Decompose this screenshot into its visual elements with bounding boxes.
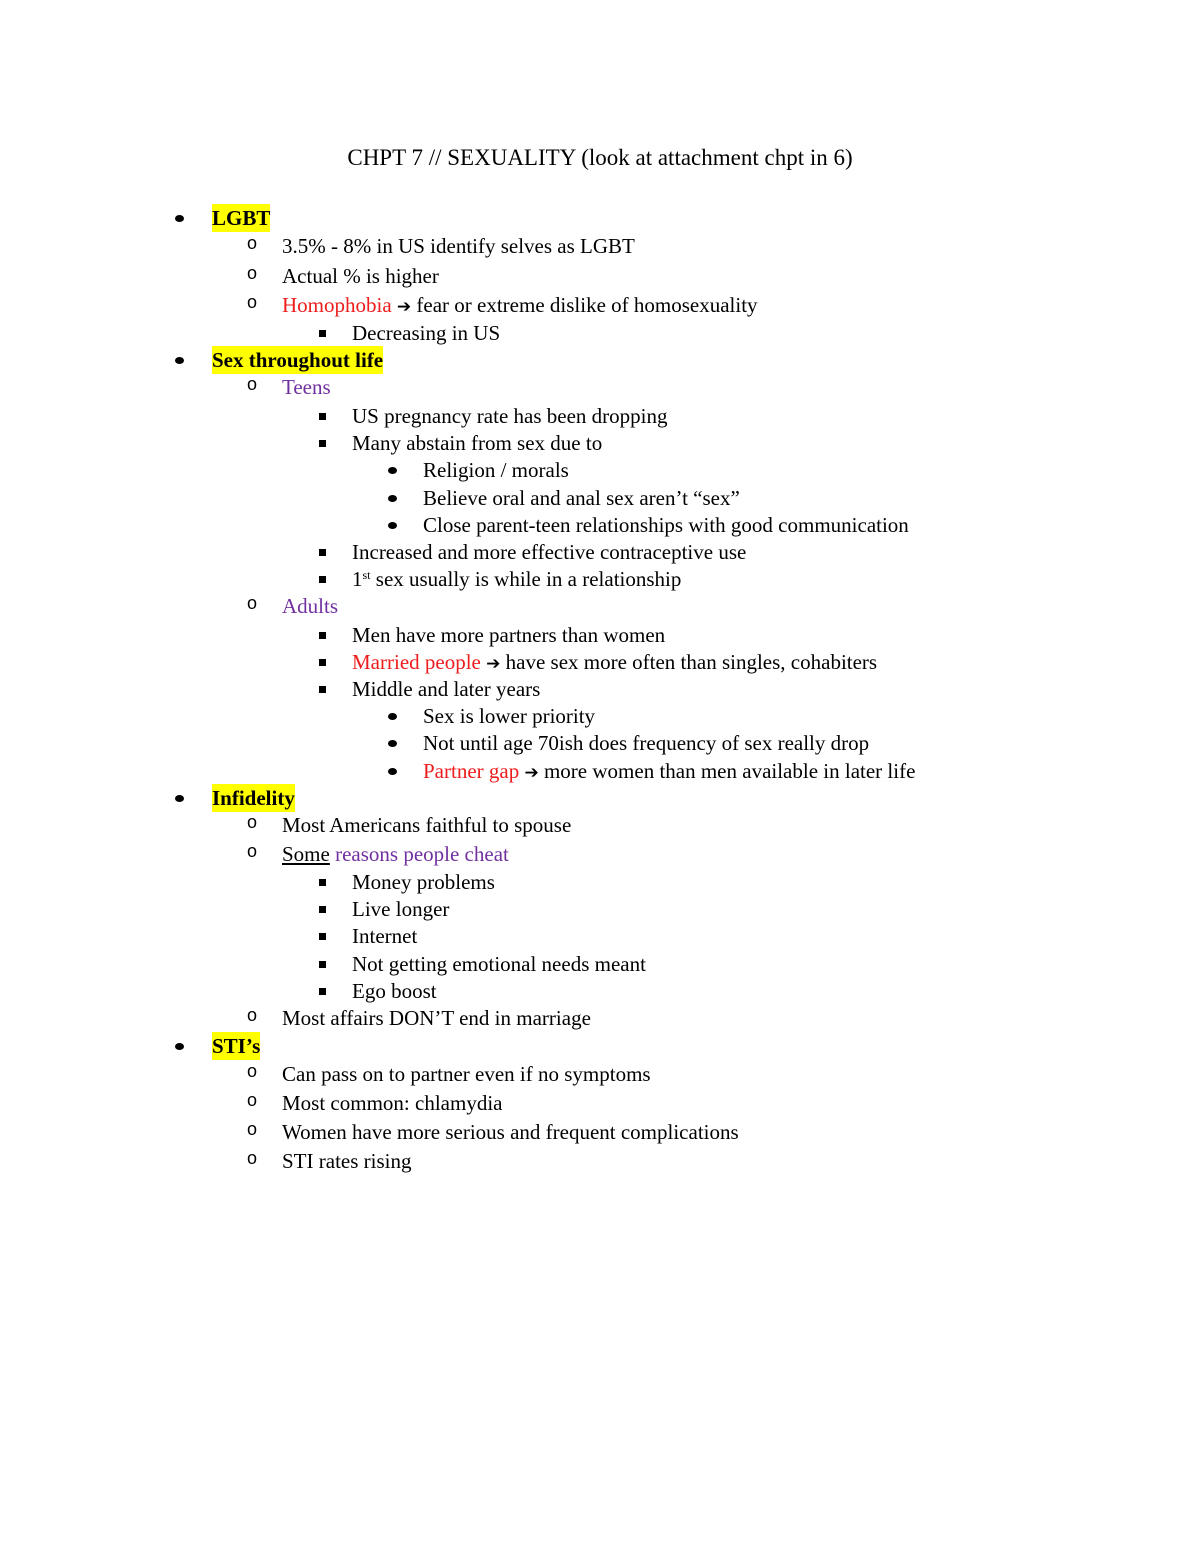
item-text: Religion / morals	[423, 458, 569, 482]
bullet-icon	[248, 1118, 278, 1146]
bullet-icon	[248, 232, 278, 260]
item-text: Believe oral and anal sex aren’t “sex”	[423, 486, 740, 510]
item-text: Not getting emotional needs meant	[352, 952, 646, 976]
item-text: 3.5% - 8% in US identify selves as LGBT	[282, 234, 635, 258]
page-title: CHPT 7 // SEXUALITY (look at attachment chpt in 6)	[347, 145, 853, 170]
item-text	[352, 565, 681, 593]
item-text	[282, 291, 758, 321]
bullet-icon	[388, 702, 418, 730]
bullet-icon	[175, 346, 205, 374]
item-text: Ego boost	[352, 979, 437, 1003]
subheading-reasons: reasons people cheat	[335, 842, 509, 866]
bullet-icon	[318, 621, 348, 649]
arrow-right-icon: ➔	[396, 297, 412, 317]
bullet-icon	[388, 729, 418, 757]
section-heading: Sex throughout life	[212, 348, 384, 372]
subheading-adults: Adults	[282, 594, 339, 618]
bullet-icon	[388, 511, 418, 539]
item-text: Live longer	[352, 897, 450, 921]
section-heading: Infidelity	[212, 786, 295, 810]
item-text	[352, 648, 877, 678]
bullet-icon	[248, 1147, 278, 1175]
bullet-icon	[318, 648, 348, 676]
bullet-icon	[248, 291, 278, 319]
bullet-icon	[318, 922, 348, 950]
section-heading: LGBT	[212, 206, 271, 230]
item-text: Increased and more effective contraceptive use	[352, 540, 747, 564]
bullet-icon	[318, 895, 348, 923]
item-text: Most Americans faithful to spouse	[282, 813, 572, 837]
item-text: Can pass on to partner even if no symptoms	[282, 1062, 651, 1086]
bullet-icon	[318, 319, 348, 347]
item-rest: sex usually is while in a relationship	[370, 567, 682, 591]
item-text: Men have more partners than women	[352, 623, 666, 647]
item-text: Decreasing in US	[352, 321, 501, 345]
bullet-icon	[248, 1004, 278, 1032]
term-partner-gap: Partner gap	[423, 759, 520, 783]
item-text: US pregnancy rate has been dropping	[352, 404, 668, 428]
bullet-icon	[318, 950, 348, 978]
bullet-icon	[318, 538, 348, 566]
bullet-icon	[175, 784, 205, 812]
section-heading: STI’s	[212, 1034, 261, 1058]
item-text: Many abstain from sex due to	[352, 431, 603, 455]
arrow-right-icon: ➔	[486, 654, 501, 674]
bullet-icon	[175, 204, 205, 232]
definition-text: more women than men available in later life	[543, 759, 916, 783]
definition-text: have sex more often than singles, cohabiters	[505, 650, 878, 674]
item-text: Most affairs DON’T end in marriage	[282, 1006, 591, 1030]
bullet-icon	[248, 1089, 278, 1117]
item-text: Money problems	[352, 870, 495, 894]
bullet-icon	[175, 1032, 205, 1060]
bullet-icon	[248, 840, 278, 868]
term-homophobia: Homophobia	[282, 293, 392, 317]
ordinal-number: 1	[352, 567, 363, 591]
bullet-icon	[248, 811, 278, 839]
definition-text: fear or extreme dislike of homosexuality	[416, 293, 758, 317]
bullet-icon	[388, 456, 418, 484]
bullet-icon	[388, 484, 418, 512]
bullet-icon	[318, 429, 348, 457]
item-text: Actual % is higher	[282, 264, 439, 288]
bullet-icon	[248, 592, 278, 620]
arrow-right-icon: ➔	[524, 763, 539, 783]
bullet-icon	[318, 402, 348, 430]
term-married-people: Married people	[352, 650, 481, 674]
bullet-icon	[248, 1060, 278, 1088]
item-text: Sex is lower priority	[423, 704, 596, 728]
bullet-icon	[318, 868, 348, 896]
item-text: Internet	[352, 924, 418, 948]
item-text	[423, 757, 915, 787]
item-text: Women have more serious and frequent complications	[282, 1120, 739, 1144]
item-text: Middle and later years	[352, 677, 541, 701]
ordinal-suffix: st	[362, 568, 371, 582]
item-text: STI rates rising	[282, 1149, 412, 1173]
bullet-icon	[388, 757, 418, 785]
bullet-icon	[318, 675, 348, 703]
item-text: Most common: chlamydia	[282, 1091, 503, 1115]
underlined-word: Some	[282, 842, 330, 866]
bullet-icon	[318, 565, 348, 593]
bullet-icon	[318, 977, 348, 1005]
item-text: Close parent-teen relationships with good communication	[423, 513, 909, 537]
bullet-icon	[248, 373, 278, 401]
item-text: Not until age 70ish does frequency of sex really drop	[423, 731, 870, 755]
bullet-icon	[248, 262, 278, 290]
item-text	[282, 840, 509, 868]
subheading-teens: Teens	[282, 375, 331, 399]
